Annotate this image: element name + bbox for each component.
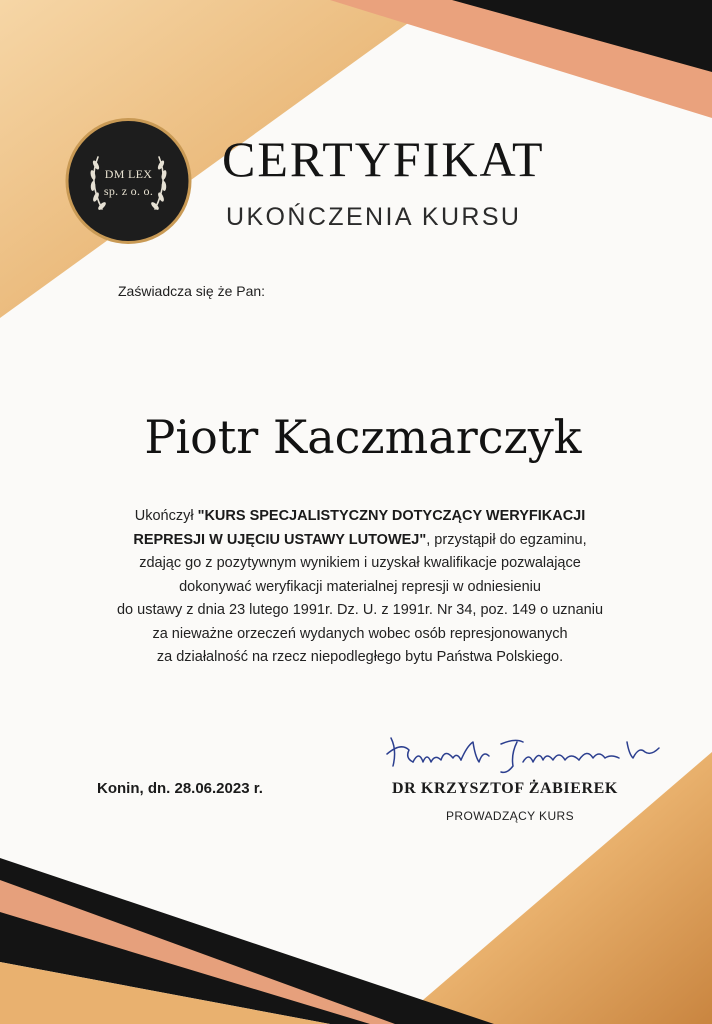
certificate-title: CERTYFIKAT <box>222 131 545 187</box>
certificate-body <box>40 505 680 670</box>
signer-name: DR KRZYSZTOF ŻABIEREK <box>392 780 618 797</box>
body-line-6: za nieważne orzeczeń wydanych wobec osób represjonowanych <box>152 625 568 642</box>
intro-text: Zaświadcza się że Pan: <box>118 283 266 299</box>
place-and-date: Konin, dn. 28.06.2023 r. <box>97 780 263 797</box>
body-line-5: do ustawy z dnia 23 lutego 1991r. Dz. U. z 1991r. Nr 34, poz. 149 o uznaniu <box>116 602 604 618</box>
body-line-4: dokonywać weryfikacji materialnej represji w odniesieniu <box>179 578 541 595</box>
body-prefix: Ukończył <box>134 508 198 524</box>
body-line-2 <box>40 529 680 553</box>
certificate-subtitle: UKOŃCZENIA KURSU <box>226 203 522 231</box>
body-line-3: zdając go z pozytywnym wynikiem i uzyskał kwalifikacje pozwalające <box>139 555 581 571</box>
body-line-1 <box>40 505 680 529</box>
company-logo <box>62 117 195 245</box>
logo-line-2: sp. z o. o. <box>103 184 154 198</box>
body-suffix: , przystąpił do egzaminu, <box>426 531 587 548</box>
body-line-7: za działalność na rzecz niepodległego bytu Państwa Polskiego. <box>156 649 564 665</box>
signer-role: PROWADZĄCY KURS <box>445 809 574 823</box>
course-title-line-1: "KURS SPECJALISTYCZNY DOTYCZĄCY WERYFIKACJI <box>197 508 586 524</box>
logo-line-1: DM LEX <box>104 167 153 181</box>
course-title-line-2: REPRESJI W UJĘCIU USTAWY LUTOWEJ" <box>133 531 427 548</box>
handwritten-signature <box>383 732 668 780</box>
recipient-name: Piotr Kaczmarczyk <box>144 410 582 464</box>
